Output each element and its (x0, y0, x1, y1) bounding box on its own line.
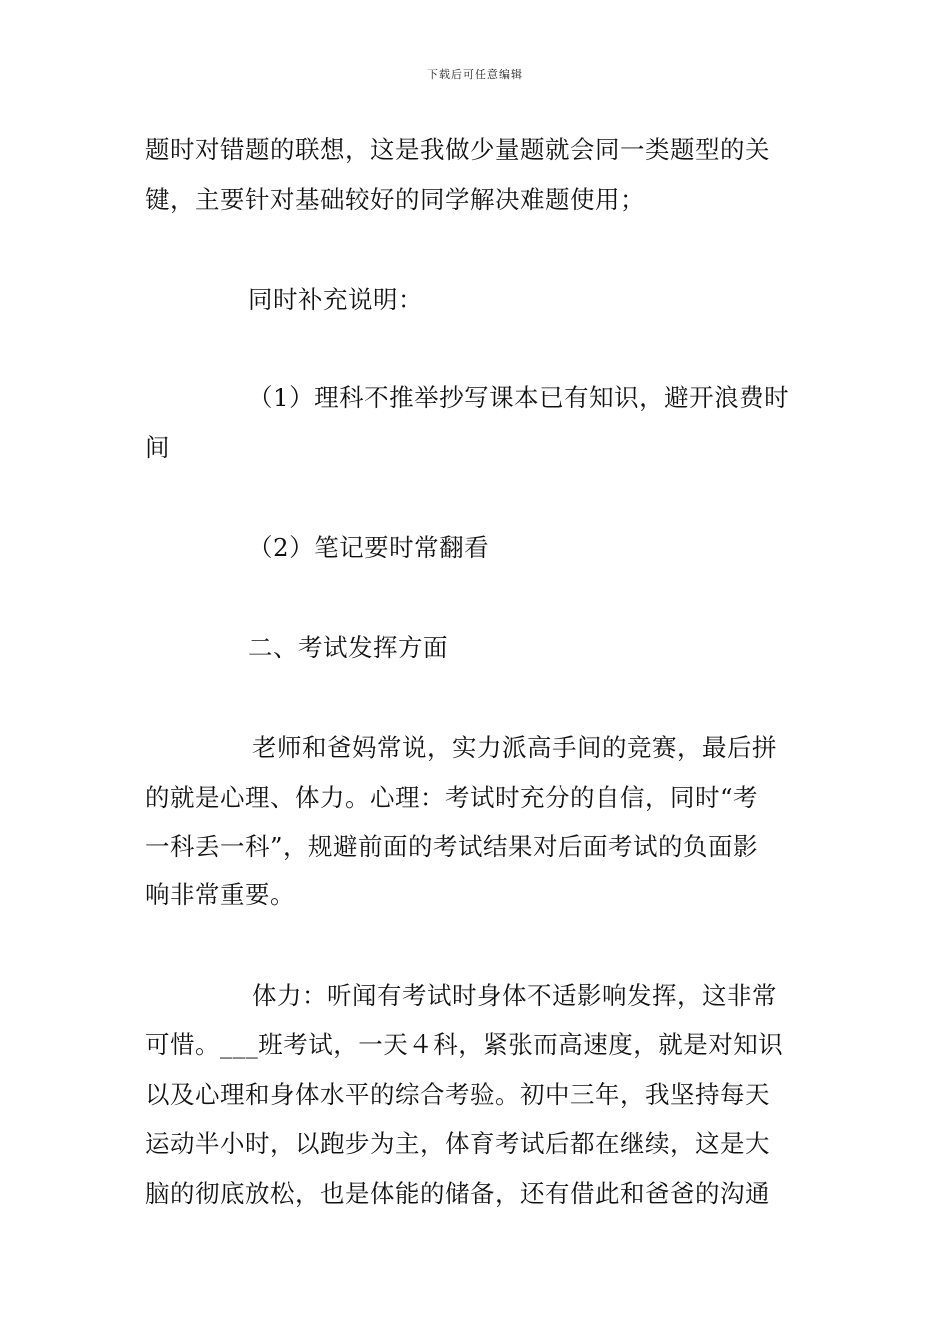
text-line: 老师和爸妈常说，实力派高手间的竞赛，最后拼 (252, 733, 777, 762)
text-line: 键，主要针对基础较好的同学解决难题使用； (145, 185, 645, 214)
text-line: 可惜。___班考试，一天４科，紧张而高速度，就是对知识 (145, 1030, 784, 1059)
text-line: （1）理科不推举抄写课本已有知识，避开浪费时 (248, 383, 790, 412)
text-line: （2）笔记要时常翻看 (248, 533, 490, 562)
text-line: 脑的彻底放松，也是体能的储备，还有借此和爸爸的沟通 (145, 1179, 770, 1208)
text-line: 同时补充说明： (248, 285, 423, 314)
text-line: 运动半小时，以跑步为主，体育考试后都在继续，这是大 (145, 1129, 770, 1158)
text-line: 一科丢一科”，规避前面的考试结果对后面考试的负面影 (145, 832, 759, 861)
text-line: 的就是心理、体力。心理：考试时充分的自信，同时“考 (145, 783, 759, 812)
text-line: 体力：听闻有考试时身体不适影响发挥，这非常 (252, 981, 777, 1010)
text-line: 题时对错题的联想，这是我做少量题就会同一类题型的关 (145, 135, 770, 164)
section-heading: 二、考试发挥方面 (248, 633, 448, 662)
text-line: 间 (145, 433, 170, 462)
text-line: 响非常重要。 (145, 880, 295, 909)
page-header: 下载后可任意编辑 (427, 68, 523, 81)
text-line: 以及心理和身体水平的综合考验。初中三年，我坚持每天 (145, 1080, 770, 1109)
